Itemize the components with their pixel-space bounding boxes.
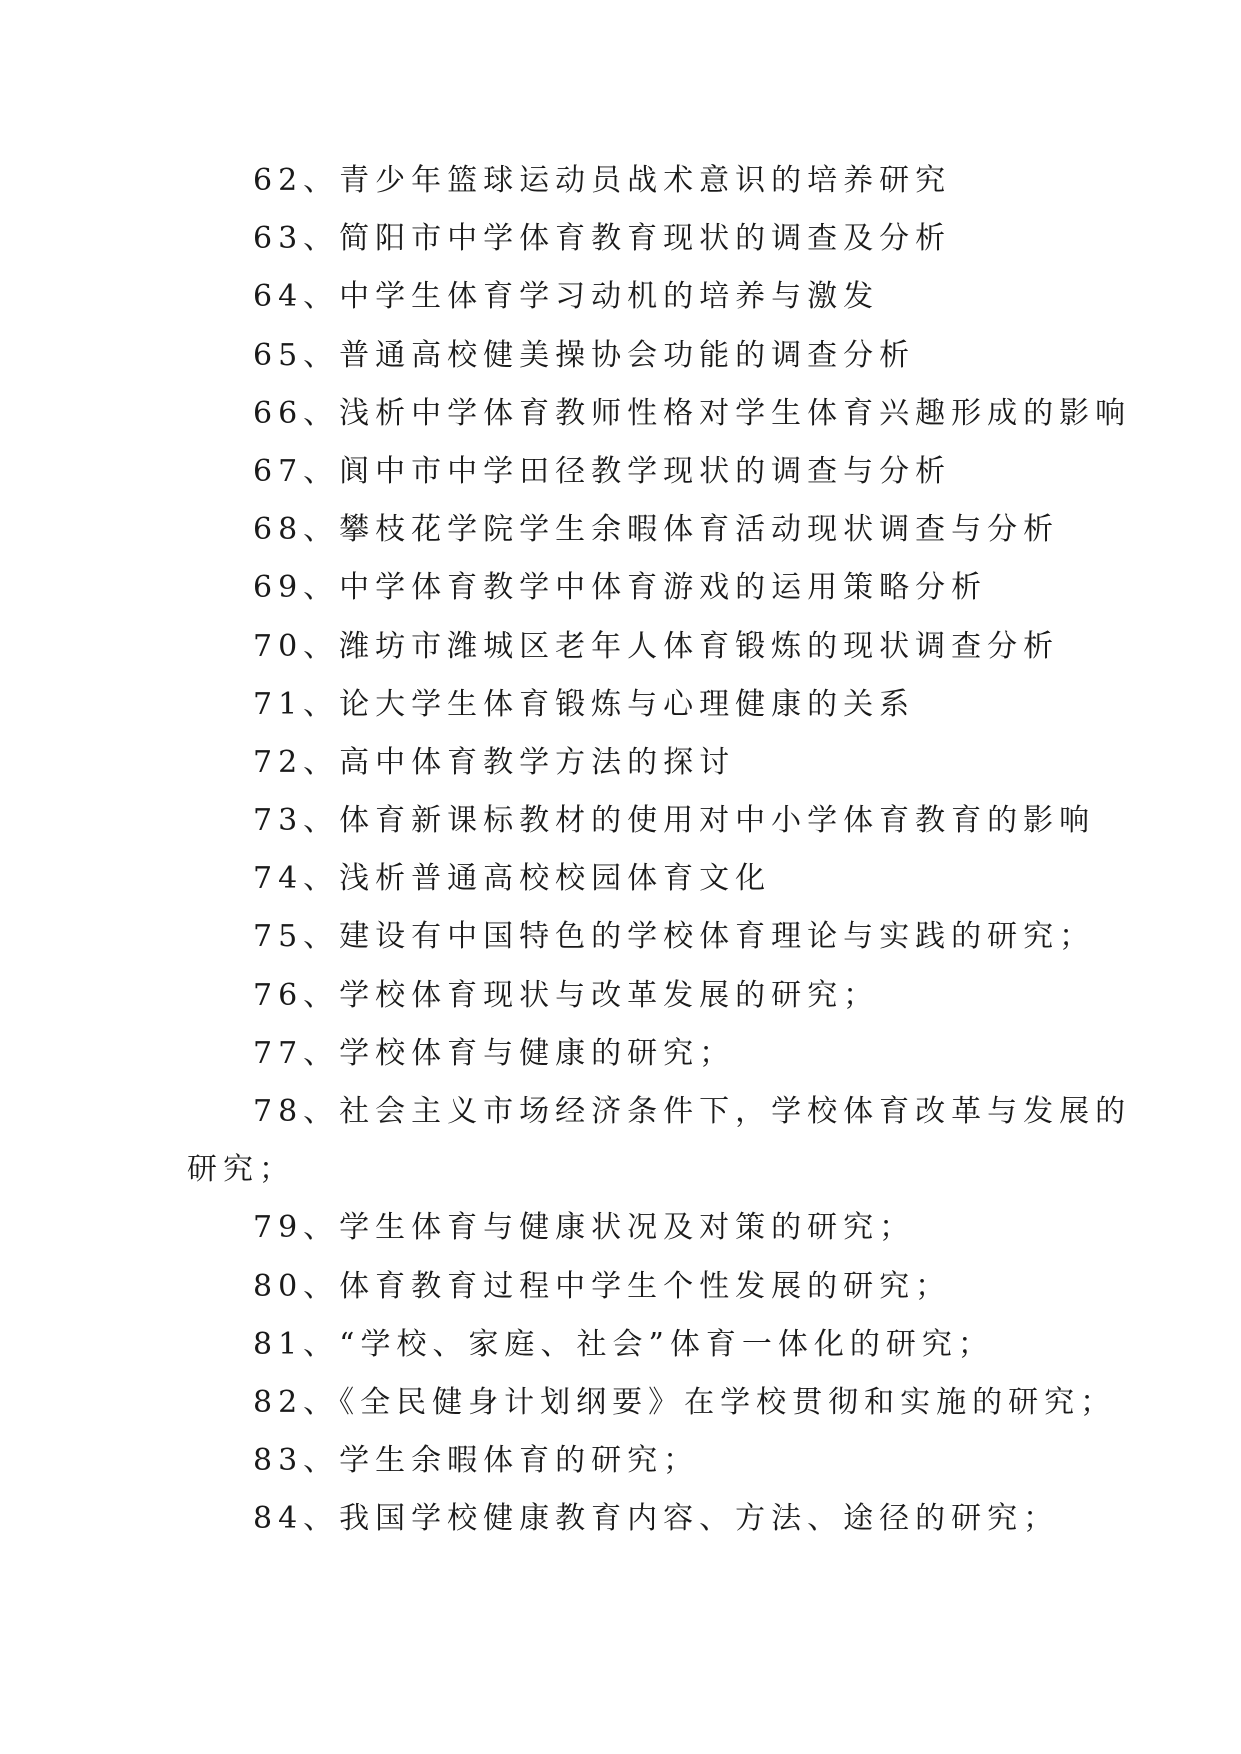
- list-item: 84、我国学校健康教育内容、方法、途径的研究；: [253, 1501, 1060, 1537]
- list-item: 67、阆中市中学田径教学现状的调查与分析: [253, 453, 952, 489]
- list-item: 70、潍坊市潍城区老年人体育锻炼的现状调查分析: [253, 628, 1060, 664]
- list-item: 79、学生体育与健康状况及对策的研究；: [253, 1210, 916, 1246]
- list-item: 77、学校体育与健康的研究；: [253, 1035, 736, 1071]
- list-item: 65、普通高校健美操协会功能的调查分析: [253, 337, 916, 373]
- list-item: 73、体育新课标教材的使用对中小学体育教育的影响: [253, 803, 1096, 839]
- list-item: 78、社会主义市场经济条件下，学校体育改革与发展的: [253, 1094, 1132, 1129]
- list-item: 83、学生余暇体育的研究；: [253, 1443, 700, 1479]
- list-item: 66、浅析中学体育教师性格对学生体育兴趣形成的影响: [253, 395, 1132, 431]
- list-item: 62、青少年篮球运动员战术意识的培养研究: [253, 163, 952, 198]
- list-item: 74、浅析普通高校校园体育文化: [253, 861, 772, 897]
- list-item: 64、中学生体育学习动机的培养与激发: [253, 279, 880, 315]
- list-item: 72、高中体育教学方法的探讨: [253, 744, 736, 780]
- list-item: 80、体育教育过程中学生个性发展的研究；: [253, 1268, 952, 1304]
- list-item: 75、建设有中国特色的学校体育理论与实践的研究；: [253, 919, 1096, 955]
- list-item: 81、“学校、家庭、社会”体育一体化的研究；: [253, 1326, 994, 1362]
- list-item-continuation: 研究；: [187, 1152, 295, 1188]
- list-item: 76、学校体育现状与改革发展的研究；: [253, 977, 880, 1013]
- list-item: 63、简阳市中学体育教育现状的调查及分析: [253, 221, 952, 257]
- list-item: 82、《全民健身计划纲要》在学校贯彻和实施的研究；: [253, 1384, 1117, 1420]
- document-body: [187, 152, 1132, 1549]
- list-item: 68、攀枝花学院学生余暇体育活动现状调查与分析: [253, 512, 1060, 548]
- list-item: 71、论大学生体育锻炼与心理健康的关系: [253, 686, 916, 722]
- list-item: 69、中学体育教学中体育游戏的运用策略分析: [253, 570, 988, 606]
